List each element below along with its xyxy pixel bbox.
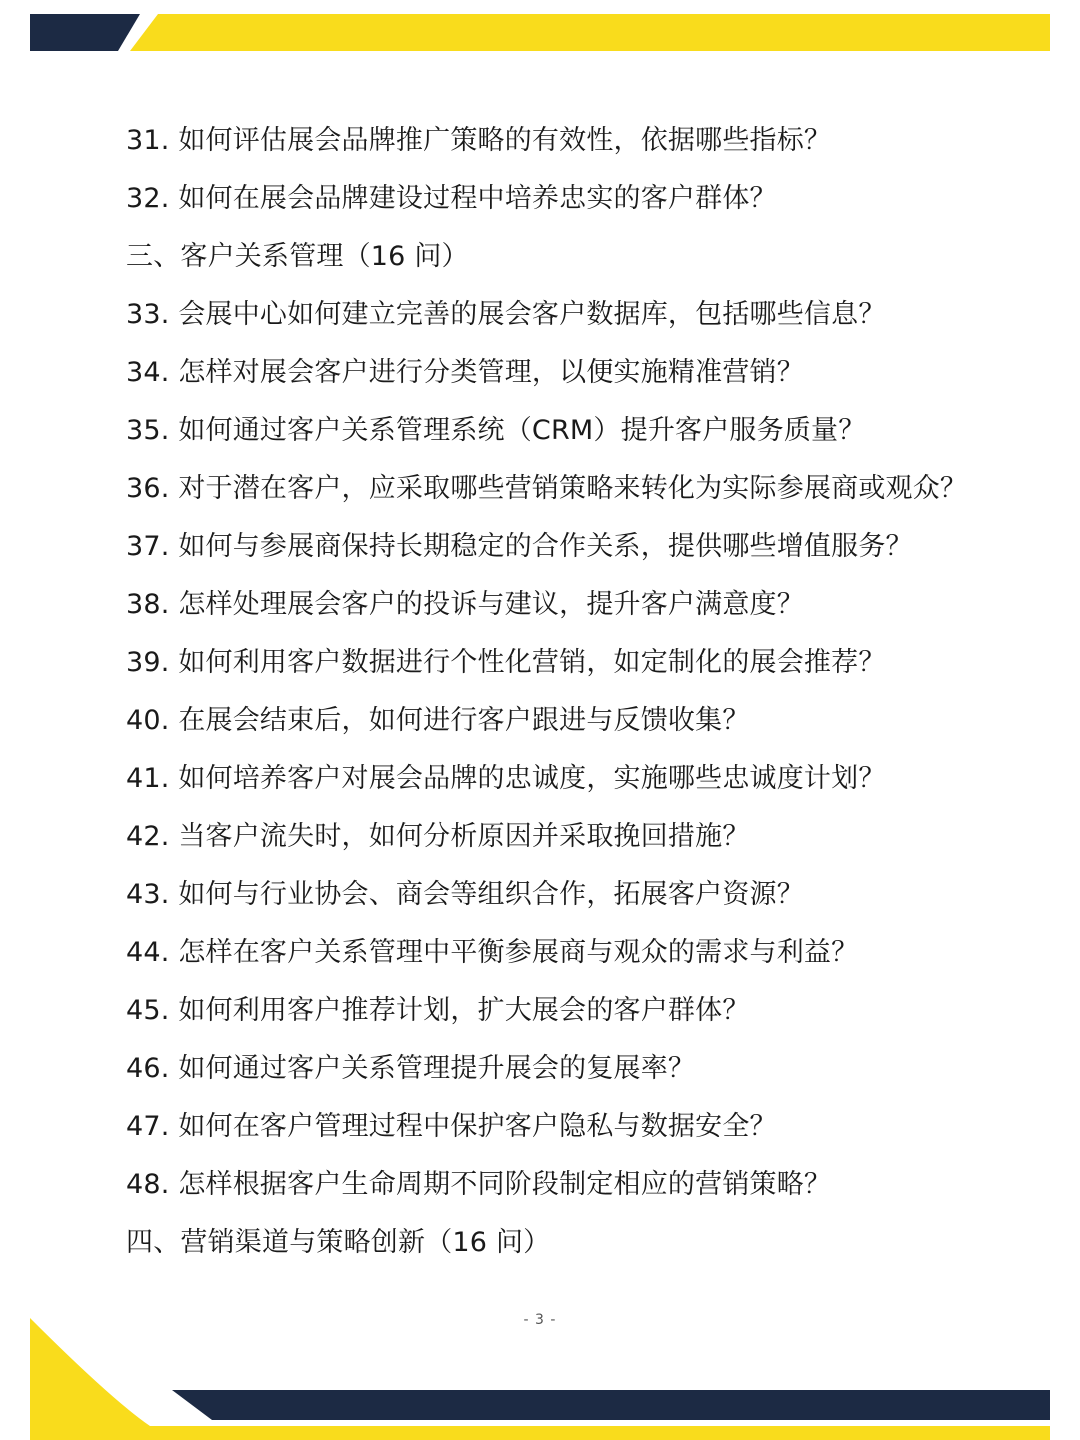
list-item: 32. 如何在展会品牌建设过程中培养忠实的客户群体？ bbox=[126, 183, 777, 214]
list-item: 37. 如何与参展商保持长期稳定的合作关系，提供哪些增值服务？ bbox=[126, 531, 913, 562]
list-item: 46. 如何通过客户关系管理提升展会的复展率？ bbox=[126, 1053, 696, 1084]
page-number: - 3 - bbox=[523, 1312, 557, 1328]
footer-yellow-shape bbox=[30, 1318, 1050, 1440]
list-item: 35. 如何通过客户关系管理系统（CRM）提升客户服务质量？ bbox=[126, 415, 866, 446]
section-heading: 三、客户关系管理（16 问） bbox=[126, 241, 469, 272]
list-item: 41. 如何培养客户对展会品牌的忠诚度，实施哪些忠诚度计划？ bbox=[126, 763, 886, 794]
footer-navy-shape bbox=[172, 1390, 1050, 1420]
question-list bbox=[126, 112, 1026, 1272]
list-item: 44. 怎样在客户关系管理中平衡参展商与观众的需求与利益？ bbox=[126, 937, 859, 968]
list-item: 34. 怎样对展会客户进行分类管理，以便实施精准营销？ bbox=[126, 357, 804, 388]
list-item: 40. 在展会结束后，如何进行客户跟进与反馈收集？ bbox=[126, 705, 750, 736]
section-heading: 四、营销渠道与策略创新（16 问） bbox=[126, 1227, 551, 1258]
list-item: 38. 怎样处理展会客户的投诉与建议，提升客户满意度？ bbox=[126, 589, 804, 620]
header-navy-shape bbox=[30, 14, 140, 51]
footer-decoration bbox=[0, 1300, 1080, 1440]
list-item: 31. 如何评估展会品牌推广策略的有效性，依据哪些指标？ bbox=[126, 125, 832, 156]
list-item: 36. 对于潜在客户，应采取哪些营销策略来转化为实际参展商或观众？ bbox=[126, 473, 968, 504]
list-item: 42. 当客户流失时，如何分析原因并采取挽回措施？ bbox=[126, 821, 750, 852]
list-item: 43. 如何与行业协会、商会等组织合作，拓展客户资源？ bbox=[126, 879, 804, 910]
list-item: 39. 如何利用客户数据进行个性化营销，如定制化的展会推荐？ bbox=[126, 647, 886, 678]
list-item: 45. 如何利用客户推荐计划，扩大展会的客户群体？ bbox=[126, 995, 750, 1026]
list-item: 48. 怎样根据客户生命周期不同阶段制定相应的营销策略？ bbox=[126, 1169, 832, 1200]
header-decoration bbox=[0, 0, 1080, 60]
header-yellow-shape bbox=[130, 14, 1050, 51]
list-item: 33. 会展中心如何建立完善的展会客户数据库，包括哪些信息？ bbox=[126, 299, 886, 330]
list-item: 47. 如何在客户管理过程中保护客户隐私与数据安全？ bbox=[126, 1111, 777, 1142]
